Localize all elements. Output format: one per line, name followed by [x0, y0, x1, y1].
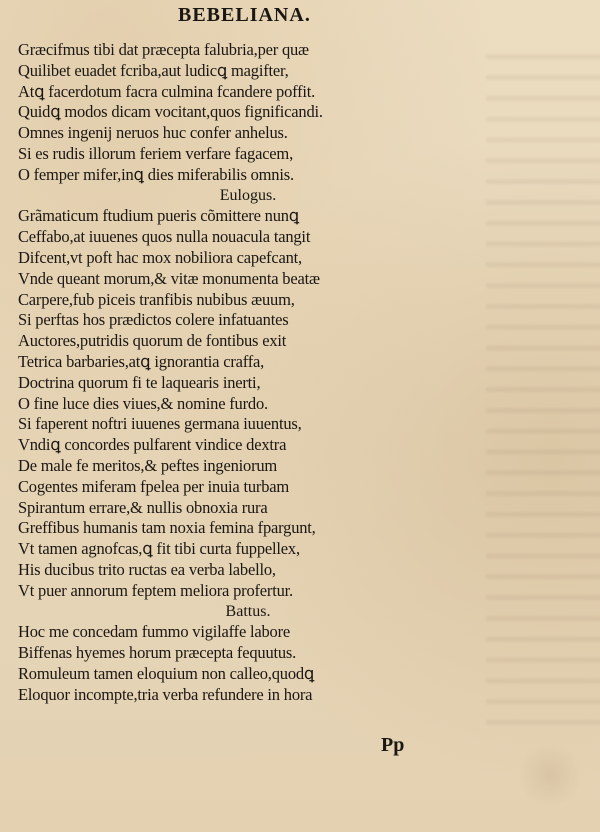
- verse-line: Carpere,fub piceis tranfibis nubibus æuum,: [18, 289, 295, 309]
- verse-line: Greffibus humanis tam noxia femina fpargunt,: [18, 518, 316, 538]
- verse-line: Romuleum tamen eloquium non calleo,quodꝗ: [18, 663, 315, 683]
- verse-line: O femper mifer,inꝗ dies miferabilis omnis.: [18, 164, 294, 184]
- verse-line: Doctrina quorum fi te laquearis inerti,: [18, 372, 261, 392]
- verse-line: Grãmaticum ftudium pueris cõmittere nunꝗ: [18, 206, 300, 226]
- verse-line: Si faperent noftri iuuenes germana iuuentus,: [18, 414, 302, 434]
- verse-line: Biffenas hyemes horum præcepta fequutus.: [18, 643, 297, 663]
- running-head: BEBELIANA.: [178, 4, 311, 26]
- verse-line: O fine luce dies viues,& nomine furdo.: [18, 393, 268, 413]
- verse-line: Spirantum errare,& nullis obnoxia rura: [18, 497, 268, 517]
- verse-line: His ducibus trito ructas ea verba labello,: [18, 559, 276, 579]
- verse-line: Quidꝗ modos dicam vocitant,quos fignificandi.: [18, 102, 323, 122]
- verse-line: Vt tamen agnofcas,ꝗ fit tibi curta fuppellex,: [18, 539, 300, 559]
- verse-line: Hoc me concedam fummo vigilaffe labore: [18, 622, 291, 642]
- verse-line: De male fe meritos,& peftes ingeniorum: [18, 455, 278, 475]
- verse-line: Ceffabo,at iuuenes quos nulla nouacula tangit: [18, 227, 311, 247]
- verse-line: Cogentes miferam fpelea per inuia turbam: [18, 476, 290, 496]
- verse-line: Vndiꝗ concordes pulfarent vindice dextra: [18, 435, 287, 455]
- speaker-name: Battus.: [225, 602, 271, 620]
- verse-line: Græcifmus tibi dat præcepta falubria,per quæ: [18, 40, 309, 59]
- verse-line: Auctores,putridis quorum de fontibus exit: [18, 331, 287, 351]
- verse-line: Tetrica barbaries,atꝗ ignorantia craffa,: [18, 351, 265, 371]
- verse-line: Quilibet euadet fcriba,aut ludicꝗ magifter,: [18, 60, 289, 80]
- verse-line: Eloquor incompte,tria verba refundere in hora: [18, 684, 313, 704]
- show-through-shadow: [486, 40, 600, 740]
- verse-line: Vt puer annorum feptem meliora profertur.: [18, 580, 293, 600]
- verse-line: Vnde queant morum,& vitæ monumenta beatæ: [18, 268, 320, 288]
- verse-line: Si es rudis illorum feriem verfare fagacem,: [18, 143, 293, 163]
- verse-text-block: [18, 40, 478, 706]
- signature-mark: Pp: [381, 734, 405, 756]
- verse-line: Si perftas hos prædictos colere infatuantes: [18, 310, 289, 330]
- verse-line: Omnes ingenij neruos huc confer anhelus.: [18, 123, 288, 143]
- verse-line: Difcent,vt poft hac mox nobiliora capefcant,: [18, 247, 302, 267]
- paper-stain: [520, 740, 580, 810]
- verse-line: Atꝗ facerdotum facra culmina fcandere poffit.: [18, 81, 316, 101]
- speaker-name: Eulogus.: [219, 186, 277, 204]
